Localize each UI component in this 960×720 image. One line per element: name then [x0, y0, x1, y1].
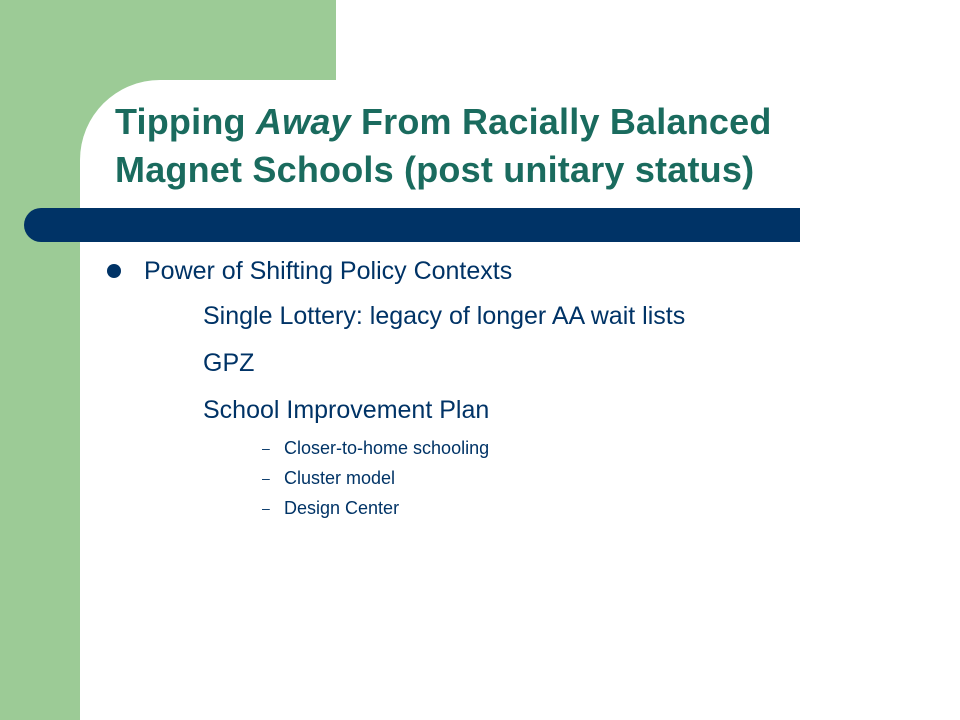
- title-line1-part2: From Racially Balanced: [350, 101, 772, 142]
- title-line1-italic: Away: [255, 101, 351, 142]
- dash-icon: –: [262, 500, 270, 516]
- title-line2: Magnet Schools (post unitary status): [115, 149, 755, 190]
- dash-item-label: Cluster model: [284, 468, 396, 488]
- dash-item-label: Closer-to-home schooling: [284, 438, 490, 458]
- bullet-dot-icon: [107, 264, 121, 278]
- dash-icon: –: [262, 440, 270, 456]
- sub-item-single-lottery: Single Lottery: legacy of longer AA wait lists: [203, 302, 686, 330]
- sub-item-gpz: GPZ: [203, 349, 255, 377]
- sub-item-school-improvement-plan: School Improvement Plan: [203, 396, 490, 424]
- dash-item-label: Design Center: [284, 498, 400, 518]
- bullet-item: Power of Shifting Policy Contexts: [144, 257, 513, 285]
- dash-icon: –: [262, 470, 270, 486]
- title-line1-part1: Tipping: [115, 101, 256, 142]
